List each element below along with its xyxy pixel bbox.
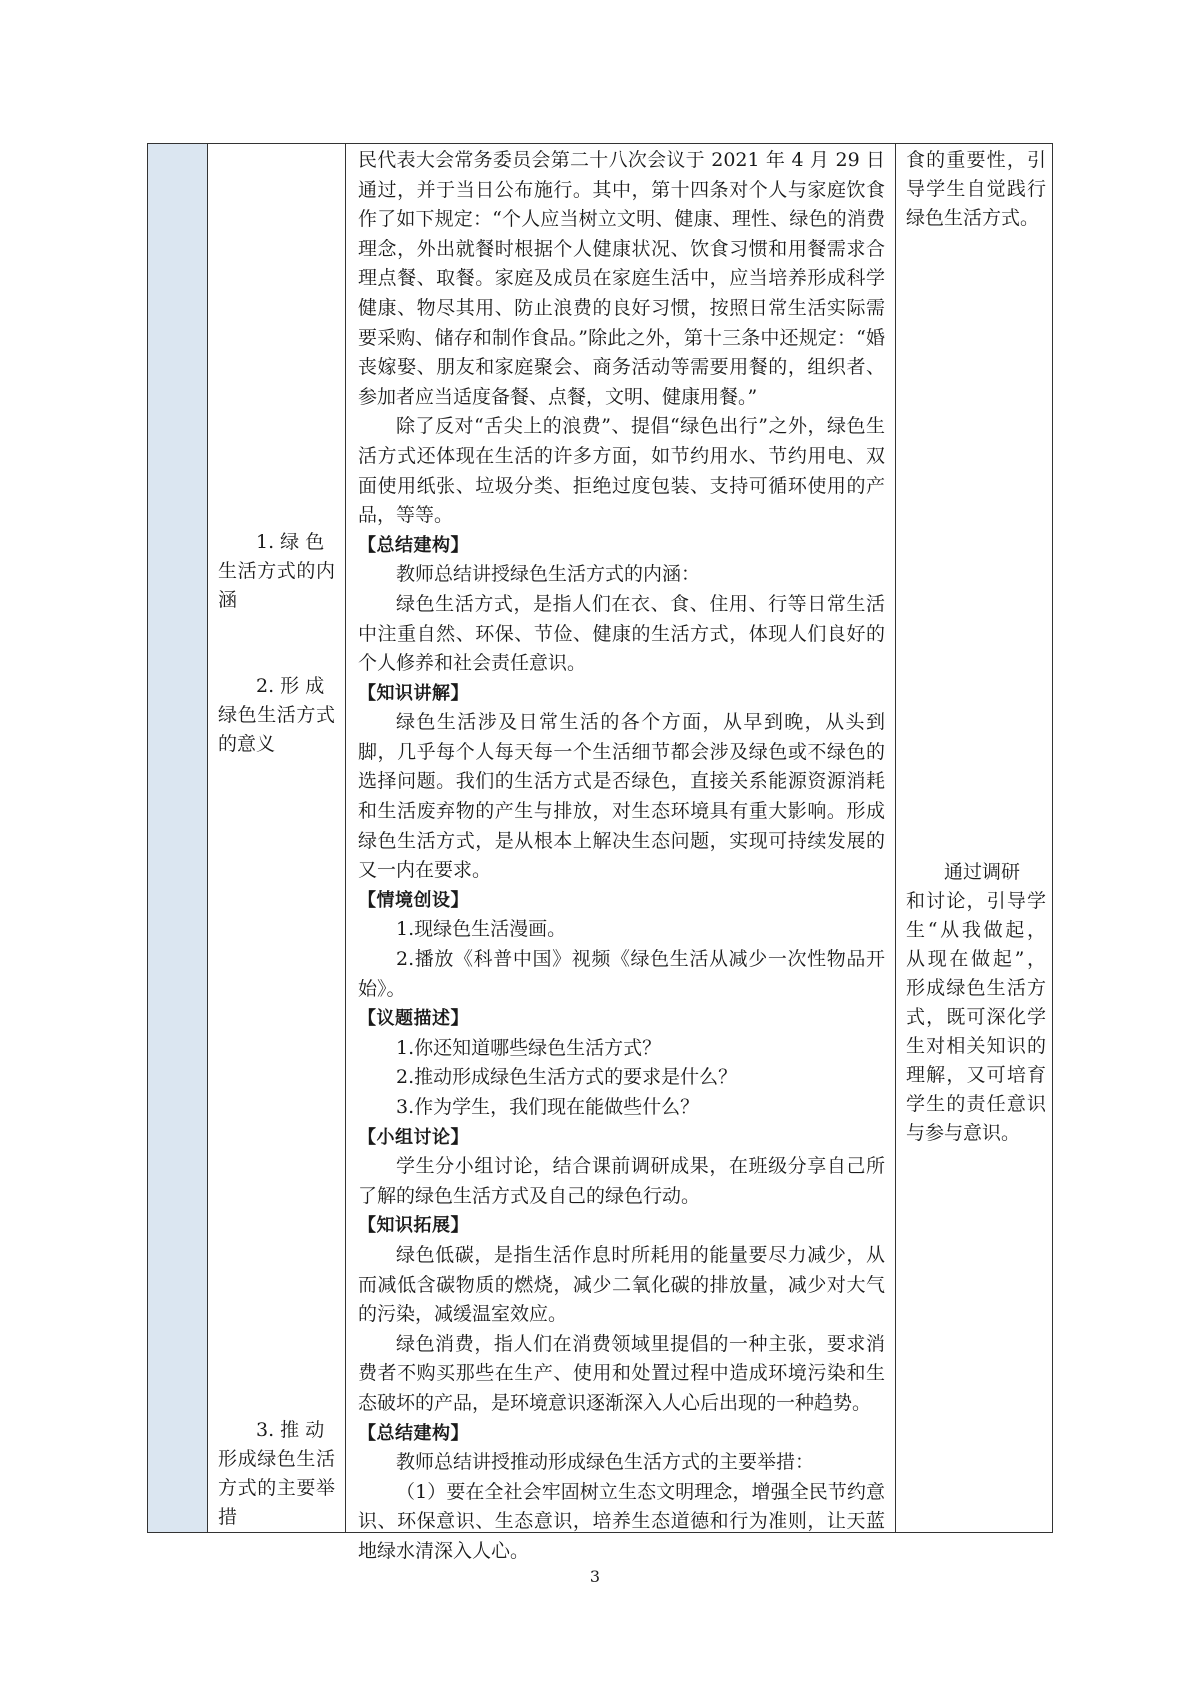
paragraph: 绿色消费，指人们在消费领域里提倡的一种主张，要求消费者不购买那些在生产、使用和处置过程中造成环境污染和生态破坏的产品，是环境意识逐渐深入人心后出现的一种趋势。 xyxy=(358,1332,885,1414)
paragraph: 2.播放《科普中国》视频《绿色生活从减少一次性物品开始》。 xyxy=(358,948,885,1000)
topics-column xyxy=(208,144,346,1532)
section-heading: 【情境创设】 xyxy=(358,889,469,911)
page-number: 3 xyxy=(589,1567,601,1586)
shaded-column xyxy=(148,144,208,1532)
section-heading: 【知识讲解】 xyxy=(358,682,469,704)
paragraph: 教师总结讲授绿色生活方式的内涵： xyxy=(396,563,701,586)
section-heading: 【总结建构】 xyxy=(358,1422,469,1444)
paragraph: 3.作为学生，我们现在能做些什么？ xyxy=(396,1096,700,1118)
section-heading: 【总结建构】 xyxy=(358,534,469,556)
paragraph: 绿色低碳，是指生活作息时所耗用的能量要尽力减少，从而减低含碳物质的燃烧，减少二氧化碳的排放量，减少对大气的污染，减缓温室效应。 xyxy=(358,1243,885,1326)
paragraph: 绿色生活方式，是指人们在衣、食、住用、行等日常生活中注重自然、环保、节俭、健康的生活方式，体现人们良好的个人修养和社会责任意识。 xyxy=(358,592,885,675)
design-note-1: 食的重要性，引导学生自觉践行绿色生活方式。 xyxy=(906,149,1046,229)
paragraph: 绿色生活涉及日常生活的各个方面，从早到晚，从头到脚，几乎每个人每天每一个生活细节都会涉及绿色或不绿色的选择问题。我们的生活方式是否绿色，直接关系能源资源消耗和生活废弃物的产生与排放，对生态环境具有重大影响。形成绿色生活方式，是从根本上解决生态问题，实现可持续发展的又一内在要求。 xyxy=(358,711,885,882)
paragraph: 教师总结讲授推动形成绿色生活方式的主要举措： xyxy=(396,1451,815,1474)
section-heading: 【议题描述】 xyxy=(358,1008,469,1030)
topic-3: 3. 推 动 形成绿色生活方式的主要举措 xyxy=(218,1419,335,1528)
paragraph: 除了反对“舌尖上的浪费”、提倡“绿色出行”之外，绿色生活方式还体现在生活的许多方面，如节约用水、节约用电、双面使用纸张、垃圾分类、拒绝过度包装、支持可循环使用的产品，等等。 xyxy=(358,415,885,527)
topic-2: 2. 形 成 绿色生活方式的意义 xyxy=(218,675,335,755)
paragraph: 学生分小组讨论，结合课前调研成果，在班级分享自己所了解的绿色生活方式及自己的绿色行动。 xyxy=(358,1155,885,1207)
paragraph: 2.推动形成绿色生活方式的要求是什么？ xyxy=(396,1066,738,1089)
content-column xyxy=(346,144,896,1562)
section-heading: 【小组讨论】 xyxy=(358,1126,469,1148)
section-heading: 【知识拓展】 xyxy=(358,1215,469,1237)
paragraph: （1）要在全社会牢固树立生态文明理念，增强全民节约意识、环保意识、生态意识，培养生态道德和行为准则，让天蓝地绿水清深入人心。 xyxy=(358,1480,885,1562)
design-note-2: 通过调研 和讨论，引导学生“从我做起，从现在做起”，形成绿色生活方式，既可深化学生对相关知识的理解，又可培育学生的责任意识与参与意识。 xyxy=(906,861,1046,1144)
paragraph: 1.你还知道哪些绿色生活方式？ xyxy=(396,1036,662,1059)
notes-column xyxy=(896,144,1054,1532)
topic-1: 1. 绿 色 生活方式的内涵 xyxy=(218,531,335,611)
paragraph: 1.现绿色生活漫画。 xyxy=(396,918,567,941)
paragraph: 民代表大会常务委员会第二十八次会议于 2021 年 4 月 29 日通过，并于当日公布施行。其中，第十四条对个人与家庭饮食作了如下规定：“个人应当树立文明、健康、理性、绿色的消费理念，外出就餐时根据个人健康状况、饮食习惯和用餐需求合理点餐、取餐。家庭及成员在家庭生活中，应当培养形成科学健康、物尽其用、防止浪费的良好习惯，按照日常生活实际需要采购、储存和制作食品。”除此之外，第十三条中还规定：“婚丧嫁娶、朋友和家庭聚会、商务活动等需要用餐的，组织者、参加者应当适度备餐、点餐，文明、健康用餐。” xyxy=(358,149,885,408)
lesson-plan-table xyxy=(147,143,1053,1562)
